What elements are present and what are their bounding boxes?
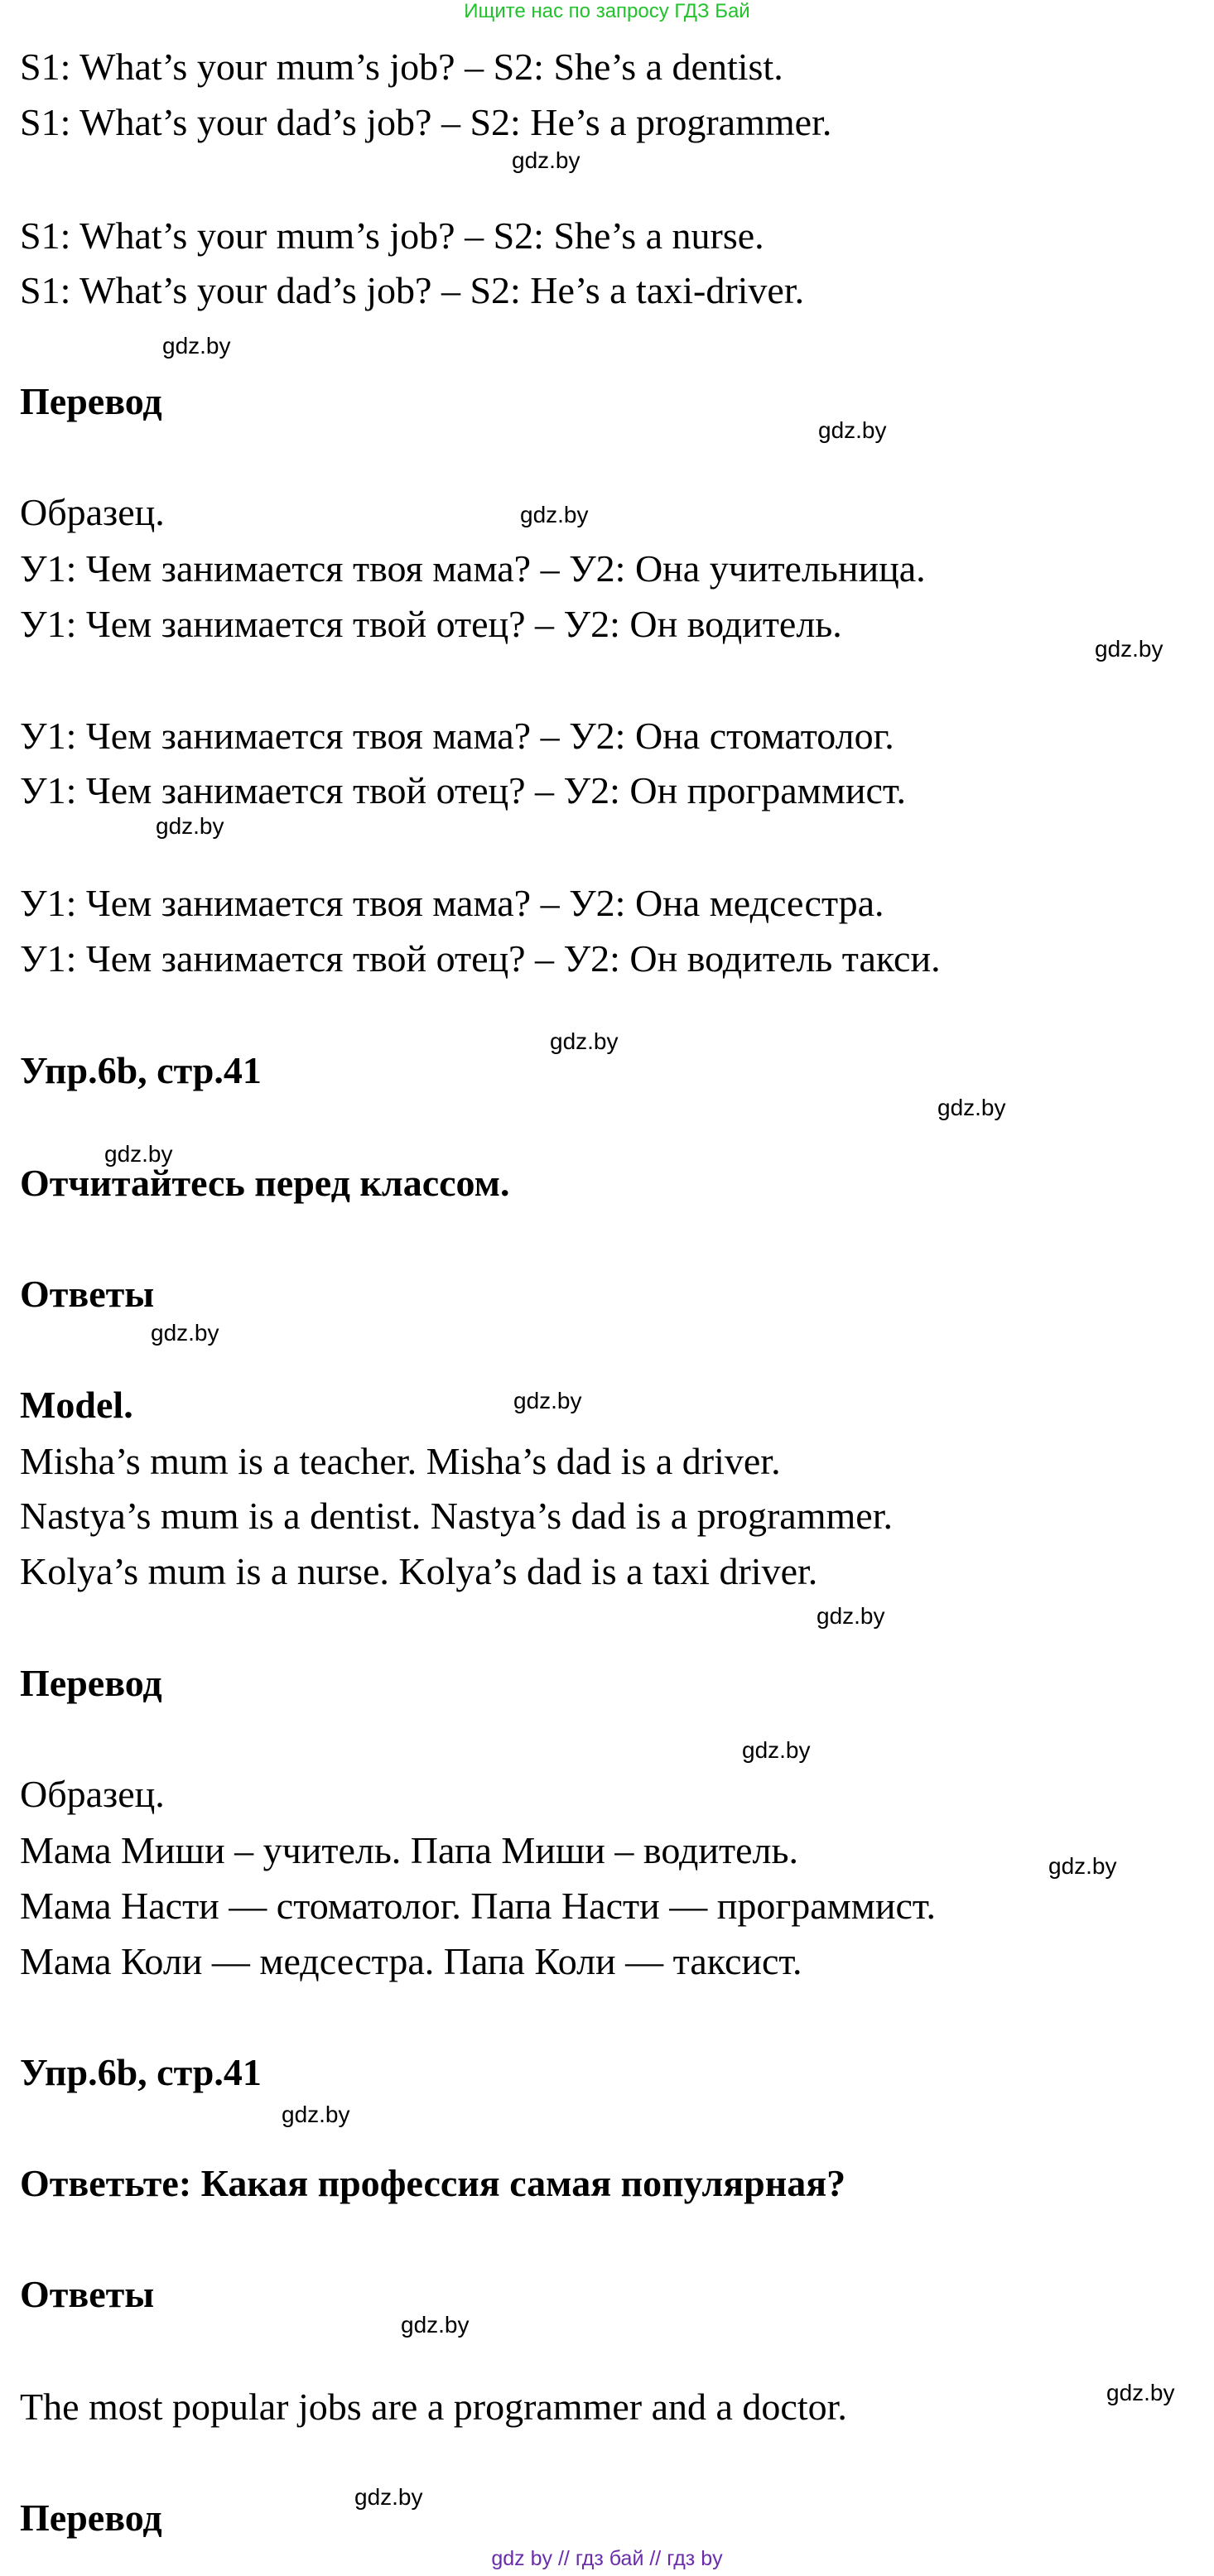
exercise-heading: Упр.6b, стр.41 [20,1049,262,1091]
dialog-line: У1: Чем занимается твоя мама? – У2: Она стоматолог. [20,715,894,757]
dialog-line: S1: What’s your dad’s job? – S2: He’s a programmer. [20,101,832,143]
answer-line: Мама Коли — медсестра. Папа Коли — таксист. [20,1940,802,1982]
answer-line: Мама Миши – учитель. Папа Миши – водитель. [20,1829,798,1871]
section-heading: Перевод [20,380,162,422]
watermark: gdz.by [513,1388,582,1413]
dialog-line: У1: Чем занимается твой отец? – У2: Он водитель такси. [20,937,941,980]
dialog-line: У1: Чем занимается твоя мама? – У2: Она медсестра. [20,882,884,924]
dialog-line: У1: Чем занимается твой отец? – У2: Он водитель. [20,603,842,645]
watermark: gdz.by [937,1095,1006,1120]
watermark: gdz.by [520,502,589,527]
model-heading: Model. [20,1384,133,1426]
watermark: gdz.by [1106,2380,1175,2405]
watermark: gdz.by [512,147,581,173]
answer-line: The most popular jobs are a programmer and a doctor. [20,2386,847,2428]
watermark: gdz.by [151,1320,219,1346]
answer-line: Misha’s mum is a teacher. Misha’s dad is a driver. [20,1440,781,1482]
watermark: gdz.by [104,1141,173,1167]
answers-heading: Ответы [20,2273,155,2315]
search-hint: Ищите нас по запросу ГДЗ Бай [464,0,750,22]
footer-links[interactable]: gdz by // гдз бай // гдз by [491,2547,723,2570]
dialog-line: У1: Чем занимается твоя мама? – У2: Она учительница. [20,547,926,590]
answer-line: Мама Насти — стоматолог. Папа Насти — программист. [20,1885,937,1927]
watermark: gdz.by [156,813,224,839]
watermark: gdz.by [550,1028,619,1054]
exercise-heading: Упр.6b, стр.41 [20,2051,262,2093]
text-line: Образец. [20,1773,165,1815]
watermark: gdz.by [1095,636,1163,662]
answer-line: Kolya’s mum is a nurse. Kolya’s dad is a taxi driver. [20,1550,818,1592]
dialog-line: S1: What’s your dad’s job? – S2: He’s a taxi-driver. [20,269,805,311]
watermark: gdz.by [401,2312,470,2338]
watermark: gdz.by [817,1603,885,1629]
watermark: gdz.by [162,333,231,359]
text-line: Образец. [20,491,165,533]
answer-line: Nastya’s mum is a dentist. Nastya’s dad is a programmer. [20,1495,893,1537]
dialog-line: S1: What’s your mum’s job? – S2: She’s a nurse. [20,214,764,257]
task-heading: Отчитайтесь перед классом. [20,1162,510,1204]
task-heading: Ответьте: Какая профессия самая популярная? [20,2162,846,2204]
section-heading: Перевод [20,1662,162,1704]
watermark: gdz.by [282,2102,350,2127]
watermark: gdz.by [742,1737,811,1763]
watermark: gdz.by [818,417,887,443]
watermark: gdz.by [1048,1853,1117,1879]
dialog-line: У1: Чем занимается твой отец? – У2: Он программист. [20,769,907,811]
dialog-line: S1: What’s your mum’s job? – S2: She’s a dentist. [20,46,783,88]
answers-heading: Ответы [20,1273,155,1315]
section-heading: Перевод [20,2497,162,2539]
watermark: gdz.by [354,2484,423,2510]
